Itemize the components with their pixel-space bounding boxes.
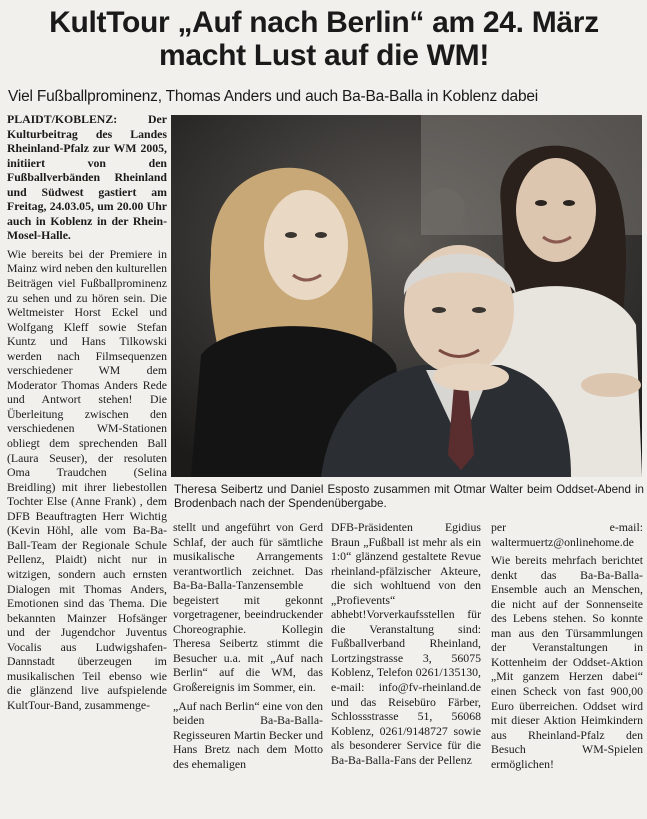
column-2-paragraph-2: „Auf nach Berlin“ eine von den beiden Ba-Ba-Balla-Regisseuren Martin Becker und Hans Bretz nach dem Motto des ehemaligen (173, 698, 323, 771)
column-4 (491, 520, 643, 812)
photo-three-people (171, 115, 642, 477)
subheadline: Viel Fußballprominenz, Thomas Anders und auch Ba-Ba-Balla in Koblenz dabei (8, 88, 539, 105)
column-3-body: DFB-Präsidenten Egidius Braun „Fußball ist mehr als ein 1:0“ glänzend gestaltete Revue rheinland-pfälzischer Akteure, die sich wohltuend von den „Profievents“ abhebt!Vorverkaufsstellen für die Veranstaltung sind: Fußballverband Rheinland, Lortzingstrasse 3, 56075 Koblenz, Telefon 0261/135130, e-mail: info@fv-rheinland.de und das Reisebüro Färber, Schlossstrasse 51, 56068 Koblenz, 0261/9148727 sowie als besonderer Service für die Ba-Ba-Balla-Fans der Pellenz (331, 520, 481, 767)
article-photo (171, 115, 642, 477)
left-column (7, 112, 167, 812)
column-4-email: per e-mail: waltermuertz@onlinehome.de (491, 520, 643, 549)
column-4-body: Wie bereits mehrfach berichtet denkt das Ba-Ba-Balla-Ensemble auch an Menschen, die nicht auf der Sonnenseite des Lebens stehen. So konnte man aus den Türsammlungen der Veranstaltungen in Kottenheim der Oddset-Aktion „Mit ganzem Herzen dabei“ einen Scheck von fast 900,00 Euro überreichen. Oddset wird mit dieser Aktion Heimkindern aus Rheinland-Pfalz den Besuch WM-Spielen ermöglichen! (491, 553, 643, 771)
column-3 (331, 520, 481, 812)
column-2-paragraph-1: stellt und angeführt von Gerd Schlaf, der auch für sämtliche musikalische Arrangements verantwortlich zeichnet. Das Ba-Ba-Balla-Tanzensemble begeistert mit gekonnt vorgetragener, beeindruckender Choreographie. Kollegin Theresa Seibertz stimmt die Besucher u.a. mit „Auf nach Berlin“ auf die WM, das Großereignis im Sommer, ein. (173, 520, 323, 695)
column-2 (173, 520, 323, 812)
left-column-body: Wie bereits bei der Premiere in Mainz wird neben den kulturellen Beiträgen viel Fußballprominenz zu sehen und zu hören sein. Die Weltmeister Horst Eckel und Wolfgang Kleff sowie Stefan Kuntz und Hans Tilkowski werden nach Filmsequenzen verschiedener WM dem Moderator Thomas Anders Rede und Antwort stehen! Die Überleitung zwischen den verschiedenen WM-Stationen obliegt dem sprechenden Ball (Laura Seuser), der resoluten Oma Traudchen (Selina Breidling) mit ihrer liebestollen Tochter Else (Anne Frank) , dem DFB Beauftragten Herr Wichtig (Kevin Höhl, alle vom Ba-Ba-Ball-Team der Regionale Schule Pellenz, Plaidt) nicht nur in witzigen, sondern auch ernsten Dialogen mit Thomas Anders, Emotionen sind das Thema. Die bekannten Mainzer Hofsänger und der Jugendchor Juventus Vocalis aus Ludwigshafen-Dannstadt überzeugen im musikalischen Teil ebenso wie die glänzend live aufspielende KultTour-Band, zusammenge- (7, 246, 167, 712)
headline: KultTour „Auf nach Berlin“ am 24. März macht Lust auf die WM! (49, 6, 599, 72)
lead-paragraph: PLAIDT/KOBLENZ: Der Kulturbeitrag des Landes Rheinland-Pfalz zur WM 2005, initiiert von den Fußballverbänden Rheinland und Südwest gastiert am Freitag, 24.03.05, um 20.00 Uhr auch in Koblenz in der Rhein-Mosel-Halle. (7, 112, 167, 243)
photo-caption: Theresa Seibertz und Daniel Esposto zusammen mit Otmar Walter beim Oddset-Abend in Brodenbach nach der Spendenübergabe. (174, 483, 644, 510)
